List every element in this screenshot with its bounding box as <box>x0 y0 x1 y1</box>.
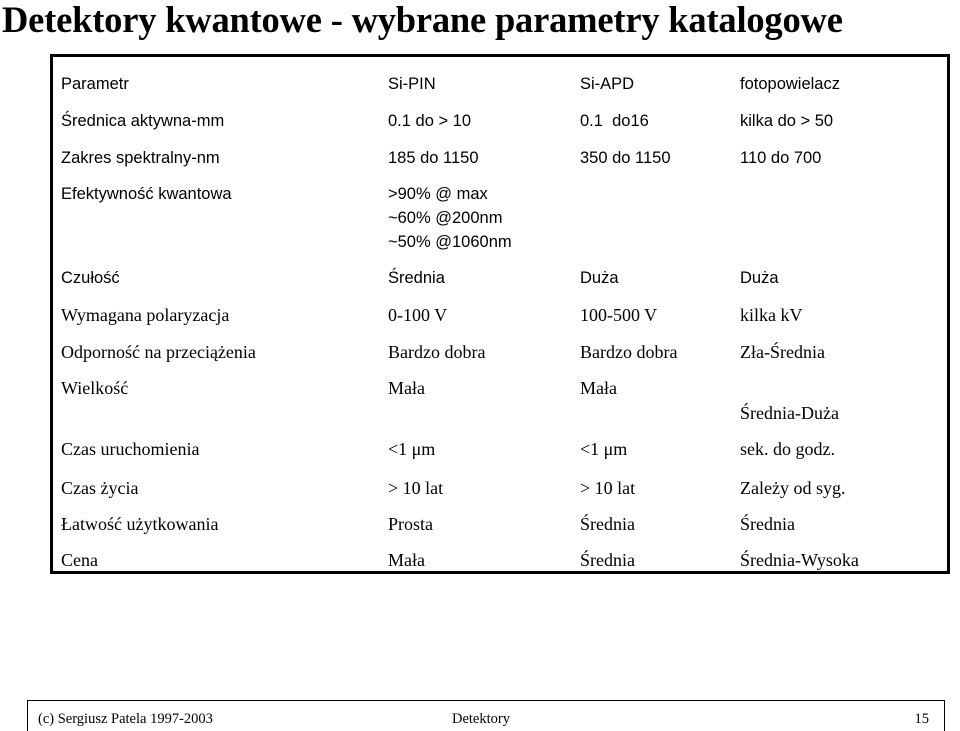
header-cell-photomultiplier: fotopowielacz <box>740 75 840 93</box>
table-cell: 110 do 700 <box>740 149 822 167</box>
table-cell: >90% @ max <box>388 185 488 203</box>
table-cell: Średnia <box>580 514 635 534</box>
slide-title: Detektory kwantowe - wybrane parametry katalogowe <box>2 0 843 40</box>
table-cell: 0.1 do > 10 <box>388 112 472 130</box>
table-cell: Mała <box>388 550 425 570</box>
table-cell: Średnia <box>580 550 635 570</box>
table-cell: kilka kV <box>740 305 803 325</box>
table-cell: 0-100 V <box>388 305 448 325</box>
table-cell: 185 do 1150 <box>388 149 479 167</box>
table-cell: Cena <box>61 550 98 570</box>
table-cell: ~60% @200nm <box>388 209 503 227</box>
table-cell: Średnia <box>388 269 445 287</box>
table-cell: <1 μm <box>388 439 436 459</box>
table-cell: Odporność na przeciążenia <box>61 342 256 362</box>
table-cell: Czas życia <box>61 478 139 498</box>
slide-footer <box>27 700 945 731</box>
table-cell: ~50% @1060nm <box>388 233 512 251</box>
table-cell: Efektywność kwantowa <box>61 185 232 203</box>
table-cell: Prosta <box>388 514 433 534</box>
footer-page-number: 15 <box>914 711 929 727</box>
table-cell: kilka do > 50 <box>740 112 834 130</box>
table-cell: 0.1 do16 <box>580 112 649 130</box>
footer-copyright: (c) Sergiusz Patela 1997-2003 <box>38 711 213 727</box>
table-cell: Mała <box>580 378 617 398</box>
header-cell-si-apd: Si-APD <box>580 75 635 93</box>
table-cell: Mała <box>388 378 425 398</box>
table-cell: Średnica aktywna-mm <box>61 112 225 130</box>
table-cell: Średnia <box>740 514 795 534</box>
table-cell: Bardzo dobra <box>580 342 678 362</box>
table-cell: Wielkość <box>61 378 129 398</box>
table-cell: > 10 lat <box>580 478 636 498</box>
table-cell: > 10 lat <box>388 478 444 498</box>
footer-section-title: Detektory <box>452 711 510 727</box>
table-cell: Średnia-Duża <box>740 403 839 423</box>
table-cell: 350 do 1150 <box>580 149 671 167</box>
table-cell: Średnia-Wysoka <box>740 550 859 570</box>
table-cell: Zależy od syg. <box>740 478 846 498</box>
table-cell: Duża <box>740 269 779 287</box>
header-cell-si-pin: Si-PIN <box>388 75 436 93</box>
table-cell: Zła-Średnia <box>740 342 825 362</box>
parameters-table <box>50 54 950 574</box>
table-cell: sek. do godz. <box>740 439 835 459</box>
table-cell: Bardzo dobra <box>388 342 486 362</box>
table-cell: <1 μm <box>580 439 628 459</box>
table-cell: Czułość <box>61 269 120 287</box>
table-cell: Zakres spektralny-nm <box>61 149 220 167</box>
table-cell: Duża <box>580 269 619 287</box>
table-cell: Wymagana polaryzacja <box>61 305 230 325</box>
header-cell-parameter: Parametr <box>61 75 129 93</box>
table-cell: Łatwość użytkowania <box>61 514 219 534</box>
table-cell: Czas uruchomienia <box>61 439 200 459</box>
table-cell: 100-500 V <box>580 305 658 325</box>
